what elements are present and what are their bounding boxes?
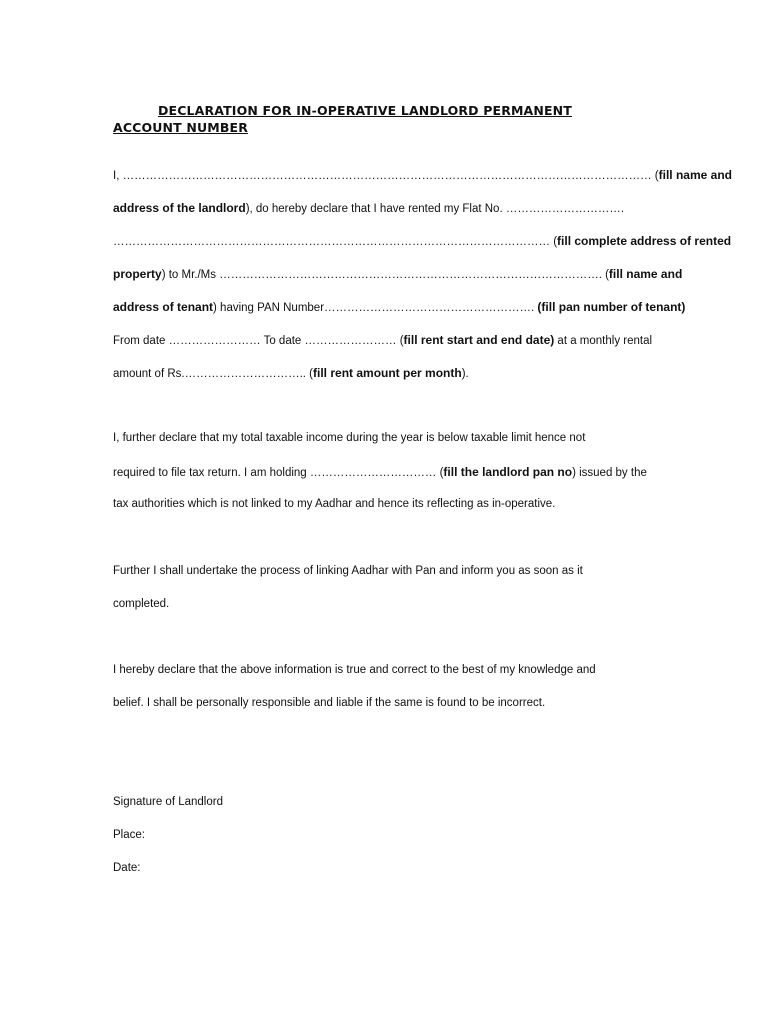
para3-line-2: completed.: [113, 598, 170, 610]
document-title: [113, 102, 633, 136]
para2-line-3: tax authorities which is not linked to my Aadhar and hence its reflecting as in-operative.: [113, 498, 556, 510]
para1-line-2: address of the landlord), do hereby declare that I have rented my Flat No. ………………………….: [113, 201, 625, 215]
signature-label: Signature of Landlord: [113, 796, 223, 808]
para1-line-5: address of tenant) having PAN Number………………………………………………. (fill pan number of tenant): [113, 300, 686, 314]
para1-line-7: amount of Rs.………………………….. (fill rent amount per month).: [113, 366, 469, 380]
title-line-1: DECLARATION FOR IN-OPERATIVE LANDLORD PERMANENT: [158, 103, 572, 118]
para3-line-1: Further I shall undertake the process of linking Aadhar with Pan and inform you as soon as it: [113, 565, 583, 577]
para4-line-1: I hereby declare that the above information is true and correct to the best of my knowledge and: [113, 664, 596, 676]
place-label: Place:: [113, 829, 145, 841]
para1-line-6: From date …………………… To date …………………… (fill rent start and end date) at a monthly rental: [113, 333, 653, 347]
para1-line-1: I, ………………………………………………………………………………………………………………………… (fill name and: [113, 168, 732, 182]
para4-line-2: belief. I shall be personally responsible and liable if the same is found to be incorrect.: [113, 697, 546, 709]
date-label: Date:: [113, 862, 141, 874]
para1-line-3: …………………………………………………………………………………………………… (fill complete address of rented: [113, 234, 732, 248]
para1-line-4: property) to Mr./Ms ………………………………………………………………………………………. (fill name and: [113, 267, 683, 281]
title-line-2: ACCOUNT NUMBER: [113, 120, 248, 135]
para2-line-1: I, further declare that my total taxable income during the year is below taxable limit hence not: [113, 432, 586, 444]
para2-line-2: required to file tax return. I am holding …………………………… (fill the landlord pan no) issued by the: [113, 465, 647, 479]
